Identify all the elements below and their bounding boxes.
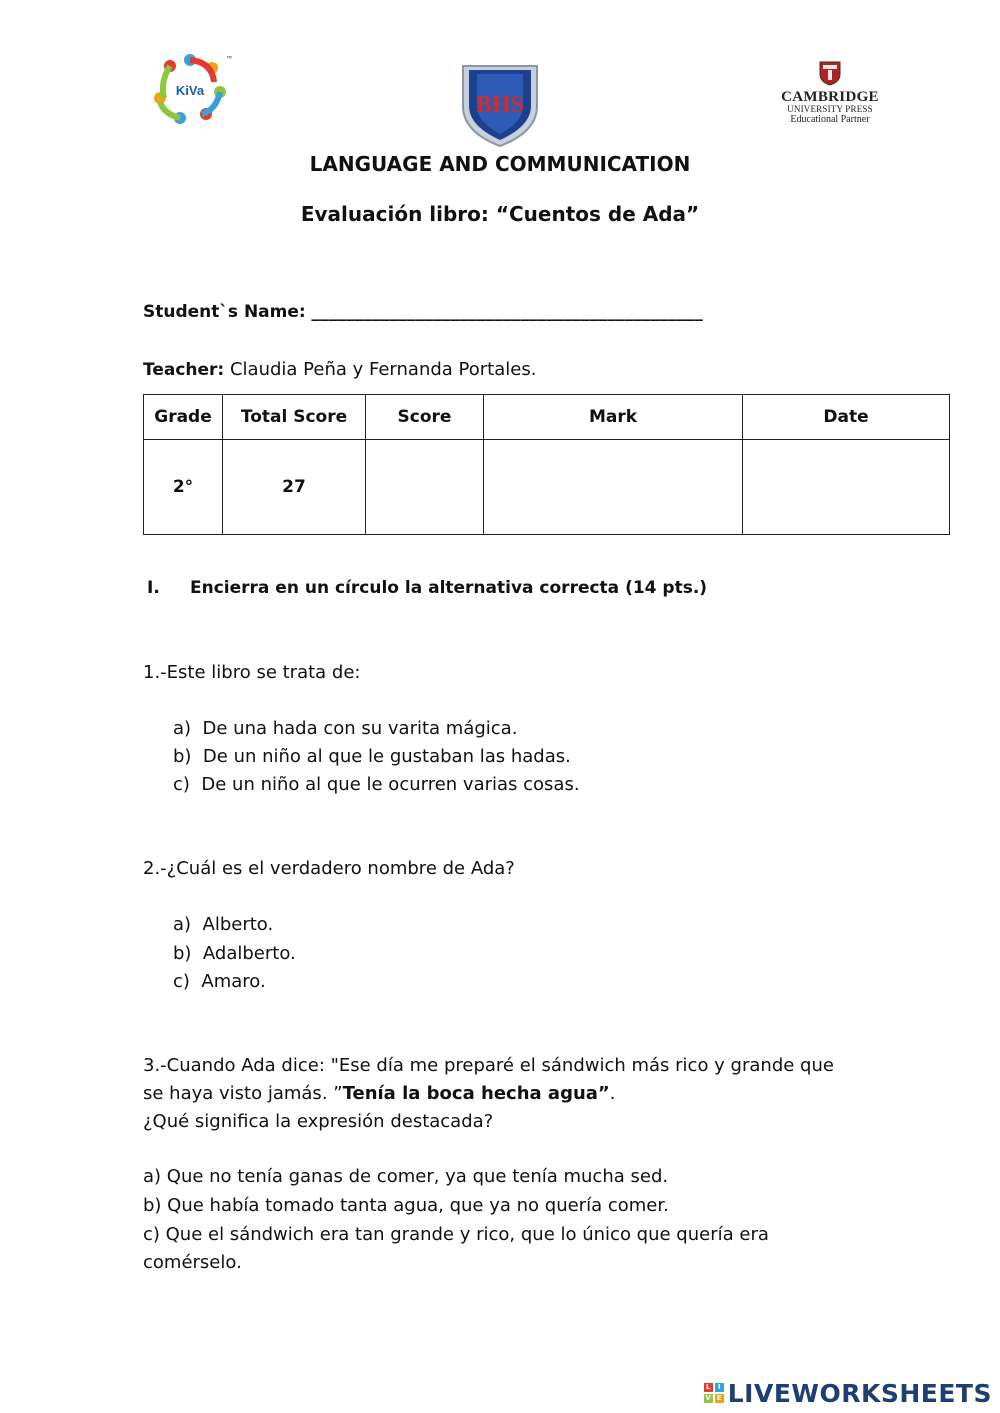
option-text: Amaro. — [201, 971, 266, 992]
question-3-line-3: ¿Qué significa la expresión destacada? — [143, 1111, 494, 1132]
question-3-line-2-post: . — [609, 1083, 616, 1104]
kiva-logo-text: KiVa — [175, 83, 205, 98]
option-text: Adalberto. — [202, 943, 296, 964]
header-mark: Mark — [484, 395, 743, 440]
header-date: Date — [743, 395, 950, 440]
table-row — [144, 440, 950, 535]
grid-letter: E — [715, 1394, 724, 1403]
option-letter: c) — [173, 774, 190, 795]
section-1-numeral: I. — [147, 578, 160, 598]
cell-mark[interactable] — [484, 440, 743, 535]
cambridge-press: UNIVERSITY PRESS — [787, 104, 873, 114]
cambridge-word: CAMBRIDGE — [781, 89, 879, 105]
grid-letter: L — [704, 1383, 713, 1392]
liveworksheets-grid-icon — [704, 1383, 724, 1403]
q1-option-b[interactable] — [173, 746, 571, 767]
grid-letter: I — [715, 1383, 724, 1392]
bhs-shield-logo — [459, 62, 541, 148]
option-text: De un niño al que le gustaban las hadas. — [202, 746, 571, 767]
bhs-logo-text: BHS — [475, 92, 525, 118]
page-title: LANGUAGE AND COMMUNICATION — [309, 152, 691, 176]
q3-option-c-continued: comérselo. — [143, 1252, 242, 1273]
option-text: Alberto. — [202, 914, 274, 935]
q3-option-b[interactable]: b) Que había tomado tanta agua, que ya no quería comer. — [143, 1195, 669, 1216]
q2-option-a[interactable] — [173, 914, 273, 935]
kiva-logo — [150, 52, 232, 128]
student-name-label: Student`s Name: — [143, 302, 306, 322]
question-1: 1.-Este libro se trata de: — [143, 662, 361, 683]
option-letter: b) — [173, 943, 192, 964]
teacher-row — [143, 359, 536, 380]
q1-option-c[interactable] — [173, 774, 580, 795]
page-subtitle: Evaluación libro: “Cuentos de Ada” — [300, 202, 700, 226]
option-letter: b) — [173, 746, 192, 767]
score-table — [143, 394, 950, 535]
teacher-label: Teacher: — [143, 360, 225, 380]
q2-option-c[interactable] — [173, 971, 266, 992]
student-name-blank[interactable]: _____________________________________________ — [311, 302, 703, 322]
header-grade: Grade — [144, 395, 223, 440]
cambridge-crest-icon — [818, 60, 842, 86]
liveworksheets-text: LIVEWORKSHEETS — [727, 1378, 992, 1408]
cell-grade: 2° — [144, 440, 223, 535]
kiva-tm: ™ — [226, 56, 232, 62]
section-1-title: Encierra en un círculo la alternativa correcta (14 pts.) — [190, 578, 708, 598]
teacher-value: Claudia Peña y Fernanda Portales. — [229, 359, 537, 380]
question-3-line-2-pre: se haya visto jamás. ” — [143, 1083, 343, 1104]
question-3-highlight: Tenía la boca hecha agua” — [342, 1083, 610, 1104]
student-name-row — [143, 301, 703, 322]
q3-option-a[interactable]: a) Que no tenía ganas de comer, ya que tenía mucha sed. — [143, 1166, 669, 1187]
option-letter: c) — [173, 971, 190, 992]
question-2: 2.-¿Cuál es el verdadero nombre de Ada? — [143, 858, 515, 879]
cell-total-score: 27 — [223, 440, 366, 535]
cell-date[interactable] — [743, 440, 950, 535]
question-3-line-2 — [143, 1083, 615, 1104]
table-header-row — [144, 395, 950, 440]
option-text: De un niño al que le ocurren varias cosas. — [201, 774, 580, 795]
liveworksheets-brand — [704, 1378, 992, 1408]
question-3-line-1: 3.-Cuando Ada dice: "Ese día me preparé el sándwich más rico y grande que — [143, 1055, 834, 1076]
option-letter: a) — [173, 914, 192, 935]
cambridge-partner: Educational Partner — [790, 114, 870, 125]
grid-letter: V — [705, 1394, 711, 1402]
header-score: Score — [366, 395, 484, 440]
q3-option-c[interactable]: c) Que el sándwich era tan grande y rico, que lo único que quería era — [143, 1224, 769, 1245]
option-letter: a) — [173, 718, 192, 739]
option-text: De una hada con su varita mágica. — [202, 718, 518, 739]
cell-score[interactable] — [366, 440, 484, 535]
q1-option-a[interactable] — [173, 718, 517, 739]
q2-option-b[interactable] — [173, 943, 296, 964]
cambridge-logo — [778, 60, 882, 132]
header-total-score: Total Score — [223, 395, 366, 440]
